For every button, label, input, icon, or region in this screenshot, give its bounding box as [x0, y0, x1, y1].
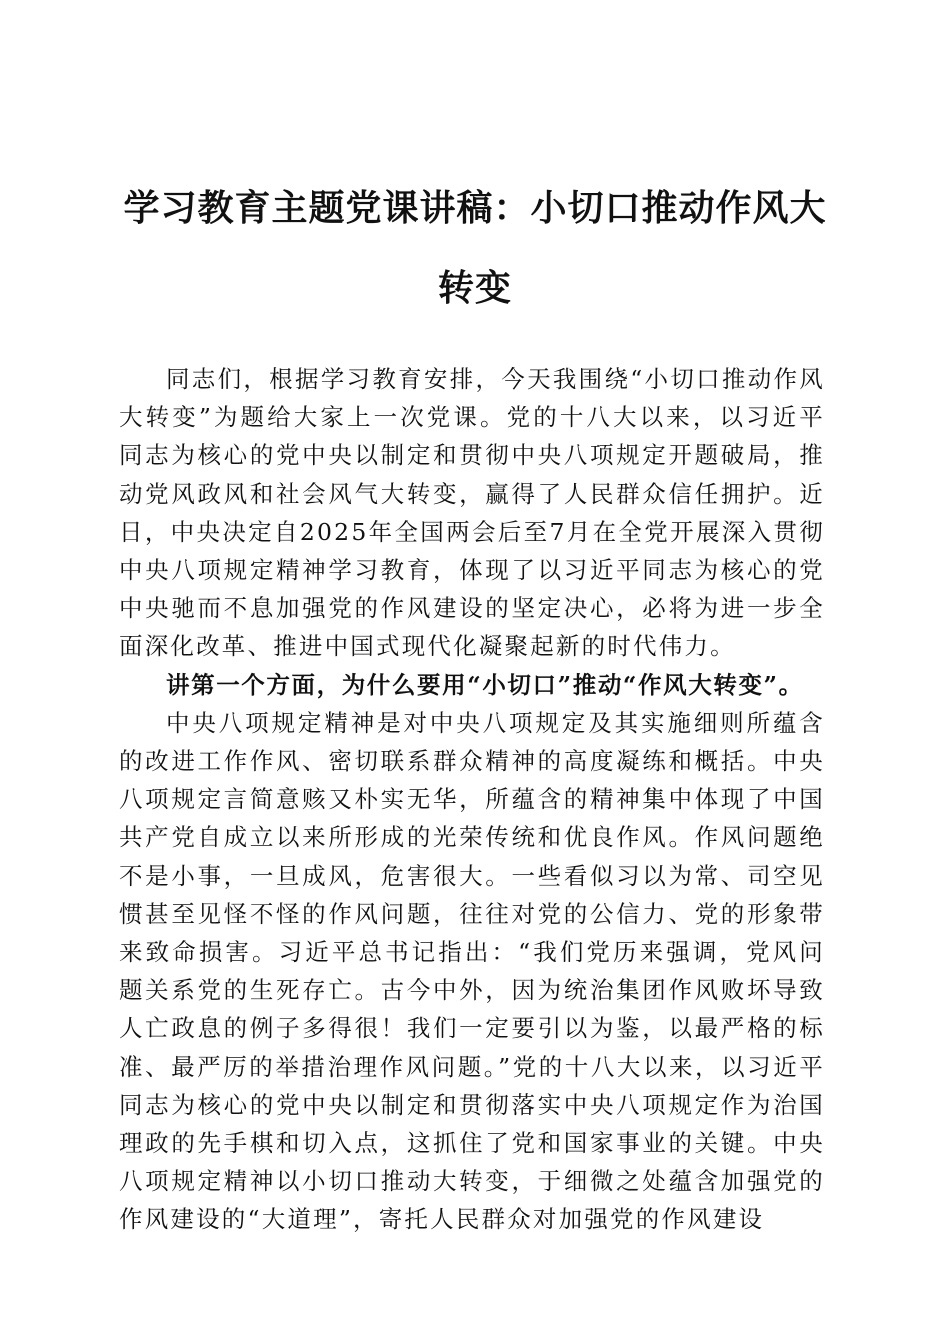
document-body — [119, 360, 825, 1239]
paragraph-intro: 同志们，根据学习教育安排，今天我围绕“小切口推动作风大转变”为题给大家上一次党课。党的十八大以来，以习近平同志为核心的党中央以制定和贯彻中央八项规定开题破局，推动党风政风和社会风气大转变，赢得了人民群众信任拥护。近日，中央决定自2025年全国两会后至7月在全党开展深入贯彻中央八项规定精神学习教育，体现了以习近平同志为核心的党中央驰而不息加强党的作风建设的坚定决心，必将为进一步全面深化改革、推进中国式现代化凝聚起新的时代伟力。 — [119, 365, 825, 661]
document-title: 学习教育主题党课讲稿：小切口推动作风大转变 — [123, 187, 827, 309]
paragraph-section-1: 中央八项规定精神是对中央八项规定及其实施细则所蕴含的改进工作作风、密切联系群众精神的高度凝练和概括。中央八项规定言简意赅又朴实无华，所蕴含的精神集中体现了中国共产党自成立以来所形成的光荣传统和优良作风。作风问题绝不是小事，一旦成风，危害很大。一些看似习以为常、司空见惯甚至见怪不怪的作风问题，往往对党的公信力、党的形象带来致命损害。习近平总书记指出：“我们党历来强调，党风问题关系党的生死存亡。古今中外，因为统治集团作风败坏导致人亡政息的例子多得很！我们一定要引以为鉴，以最严格的标准、最严厉的举措治理作风问题。”党的十八大以来，以习近平同志为核心的党中央以制定和贯彻落实中央八项规定作为治国理政的先手棋和切入点，这抓住了党和国家事业的关键。中央八项规定精神以小切口推动大转变，于细微之处蕴含加强党的作风建设的“大道理”，寄托人民群众对加强党的作风建设 — [119, 708, 825, 1234]
section-heading-1: 讲第一个方面，为什么要用“小切口”推动“作风大转变”。 — [166, 670, 804, 699]
